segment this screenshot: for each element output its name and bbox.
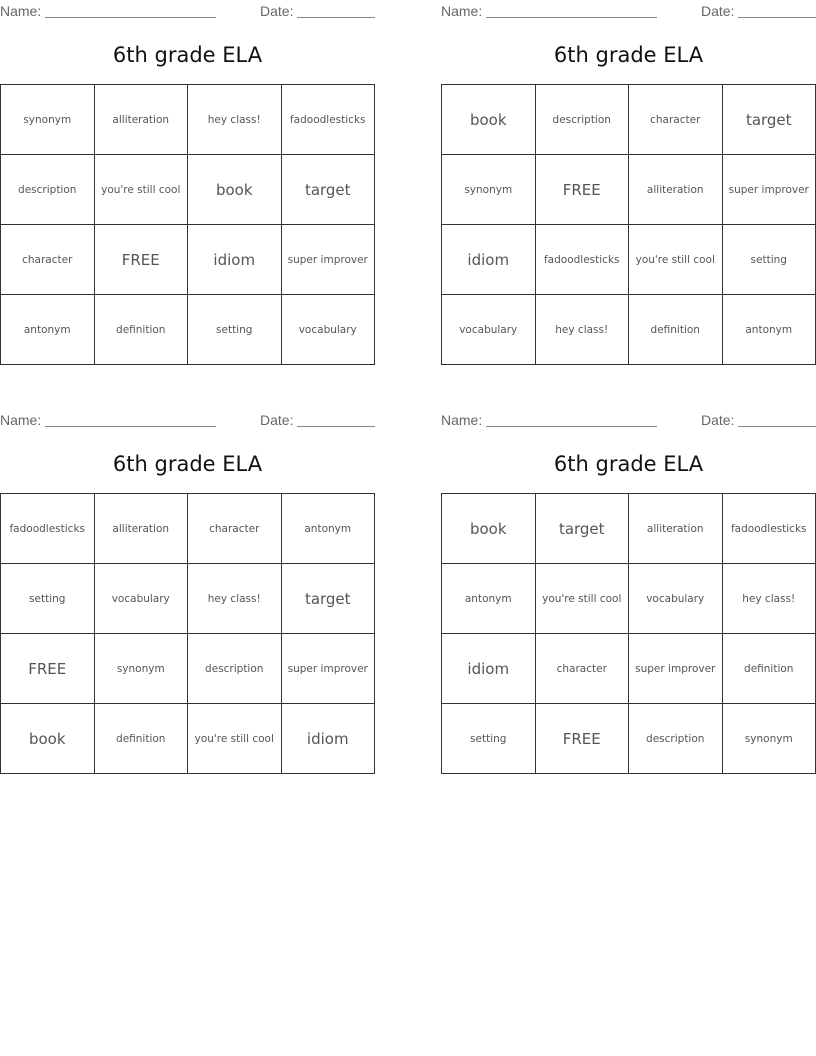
name-date-line — [441, 410, 816, 430]
card-title: 6th grade ELA — [553, 452, 704, 476]
bingo-cell: hey class! — [188, 564, 282, 634]
bingo-cell: description — [188, 634, 282, 704]
date-label: Date: — [260, 412, 294, 428]
bingo-cell: alliteration — [95, 494, 189, 564]
bingo-cell: target — [723, 85, 816, 155]
bingo-cell: setting — [188, 295, 282, 365]
bingo-cell: super improver — [629, 634, 723, 704]
name-blank-line — [486, 17, 657, 18]
date-blank-line — [738, 426, 816, 427]
name-date-line — [441, 1, 816, 21]
card-title: 6th grade ELA — [112, 43, 263, 67]
bingo-cell: synonym — [95, 634, 189, 704]
bingo-cell: you're still cool — [188, 704, 282, 774]
bingo-grid — [441, 84, 816, 365]
name-label: Name: — [441, 412, 483, 428]
bingo-cell: vocabulary — [95, 564, 189, 634]
date-label: Date: — [260, 3, 294, 19]
bingo-cell: you're still cool — [536, 564, 630, 634]
bingo-cell: synonym — [723, 704, 816, 774]
bingo-card — [441, 1, 816, 365]
date-blank-line — [297, 17, 375, 18]
bingo-cell: hey class! — [188, 85, 282, 155]
bingo-cell: fadoodlesticks — [1, 494, 95, 564]
card-title: 6th grade ELA — [553, 43, 704, 67]
date-label: Date: — [701, 3, 735, 19]
bingo-cell: character — [536, 634, 630, 704]
bingo-cell: target — [536, 494, 630, 564]
bingo-cell: vocabulary — [442, 295, 536, 365]
free-space-cell: FREE — [536, 704, 630, 774]
bingo-cell: idiom — [188, 225, 282, 295]
date-blank-line — [738, 17, 816, 18]
bingo-cell: super improver — [282, 225, 376, 295]
bingo-cell: synonym — [442, 155, 536, 225]
name-blank-line — [45, 426, 216, 427]
bingo-cell: idiom — [442, 225, 536, 295]
bingo-cell: definition — [95, 295, 189, 365]
bingo-cell: hey class! — [536, 295, 630, 365]
bingo-cell: fadoodlesticks — [282, 85, 376, 155]
bingo-cell: setting — [1, 564, 95, 634]
bingo-cell: super improver — [723, 155, 816, 225]
bingo-cell: you're still cool — [95, 155, 189, 225]
bingo-cell: setting — [723, 225, 816, 295]
bingo-cell: antonym — [442, 564, 536, 634]
bingo-grid — [441, 493, 816, 774]
bingo-cell: vocabulary — [282, 295, 376, 365]
bingo-cell: fadoodlesticks — [536, 225, 630, 295]
card-title: 6th grade ELA — [112, 452, 263, 476]
bingo-cell: you're still cool — [629, 225, 723, 295]
bingo-cell: character — [1, 225, 95, 295]
bingo-cell: synonym — [1, 85, 95, 155]
bingo-cell: description — [536, 85, 630, 155]
name-label: Name: — [0, 412, 42, 428]
bingo-cell: description — [1, 155, 95, 225]
date-blank-line — [297, 426, 375, 427]
bingo-cell: target — [282, 155, 376, 225]
bingo-cell: book — [442, 85, 536, 155]
bingo-cell: antonym — [282, 494, 376, 564]
bingo-cell: book — [1, 704, 95, 774]
bingo-card — [0, 1, 375, 365]
name-blank-line — [486, 426, 657, 427]
bingo-cell: book — [188, 155, 282, 225]
bingo-card — [441, 410, 816, 774]
bingo-cell: book — [442, 494, 536, 564]
bingo-cell: setting — [442, 704, 536, 774]
bingo-grid — [0, 84, 375, 365]
bingo-cell: vocabulary — [629, 564, 723, 634]
bingo-cell: definition — [95, 704, 189, 774]
bingo-cell: character — [629, 85, 723, 155]
bingo-cell: character — [188, 494, 282, 564]
bingo-cell: definition — [723, 634, 816, 704]
free-space-cell: FREE — [95, 225, 189, 295]
bingo-cell: definition — [629, 295, 723, 365]
bingo-cell: super improver — [282, 634, 376, 704]
bingo-cell: alliteration — [95, 85, 189, 155]
bingo-cell: alliteration — [629, 155, 723, 225]
bingo-cell: description — [629, 704, 723, 774]
bingo-cell: target — [282, 564, 376, 634]
bingo-cell: fadoodlesticks — [723, 494, 816, 564]
free-space-cell: FREE — [536, 155, 630, 225]
bingo-cell: idiom — [282, 704, 376, 774]
name-date-line — [0, 410, 375, 430]
bingo-card — [0, 410, 375, 774]
bingo-cell: hey class! — [723, 564, 816, 634]
bingo-cell: antonym — [723, 295, 816, 365]
free-space-cell: FREE — [1, 634, 95, 704]
name-date-line — [0, 1, 375, 21]
bingo-grid — [0, 493, 375, 774]
bingo-cell: antonym — [1, 295, 95, 365]
bingo-cell: alliteration — [629, 494, 723, 564]
name-blank-line — [45, 17, 216, 18]
date-label: Date: — [701, 412, 735, 428]
bingo-cell: idiom — [442, 634, 536, 704]
name-label: Name: — [441, 3, 483, 19]
name-label: Name: — [0, 3, 42, 19]
